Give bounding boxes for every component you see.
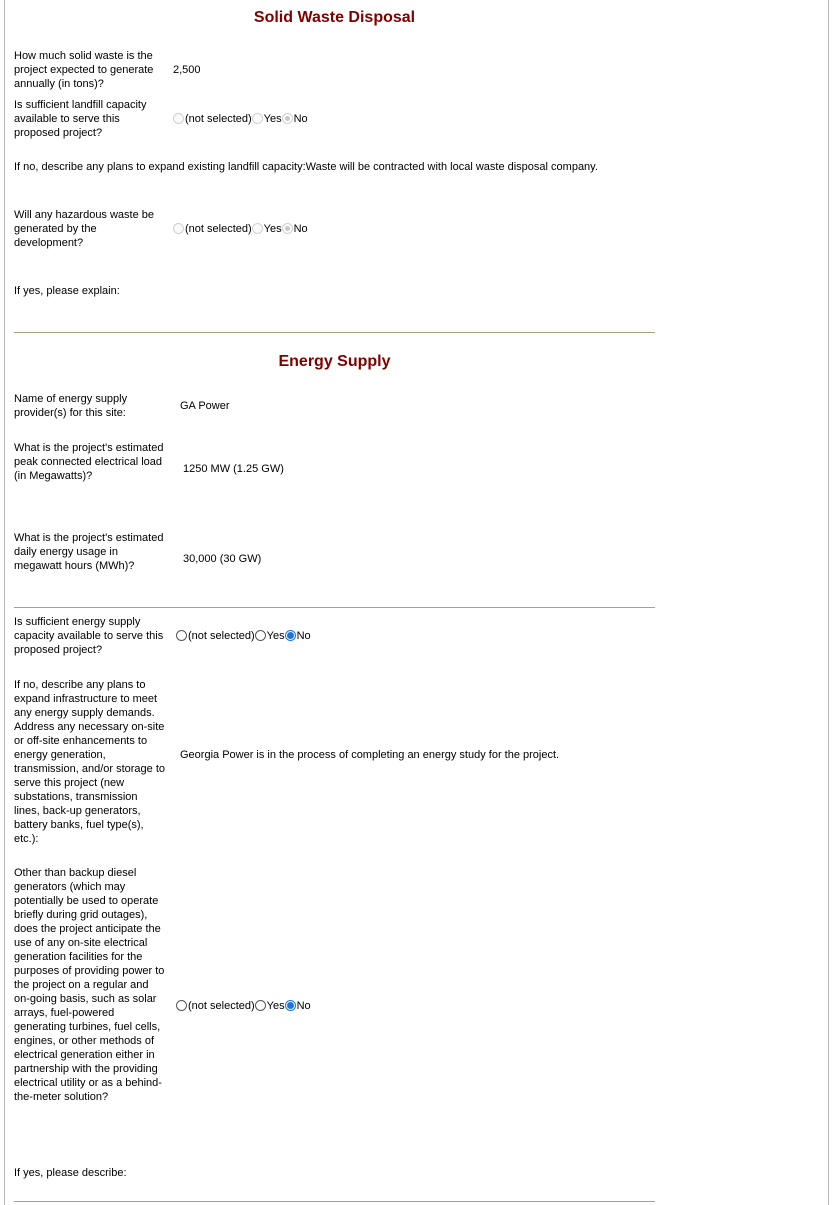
hazardous-waste-option-label: Yes	[263, 223, 282, 235]
section-divider	[14, 607, 655, 608]
landfill-capacity-label: Is sufficient landfill capacity available to serve this proposed project?	[14, 99, 147, 139]
peak-load-label: What is the project's estimated peak connected electrical load (in Megawatts)?	[14, 442, 164, 482]
landfill-capacity-option-label: Yes	[263, 113, 282, 125]
landfill-plans-value: Waste will be contracted with local waste disposal company.	[305, 161, 598, 173]
landfill-capacity-radio-not-selected[interactable]	[173, 113, 184, 124]
onsite-generation-option-label: Yes	[266, 1000, 285, 1012]
onsite-describe-label: If yes, please describe:	[14, 1167, 127, 1179]
energy-capacity-label: Is sufficient energy supply capacity available to serve this proposed project?	[14, 616, 164, 656]
infrastructure-plans-value: Georgia Power is in the process of completing an energy study for the project.	[180, 749, 560, 761]
hazardous-waste-option-label: No	[293, 223, 308, 235]
page-border-left	[4, 0, 5, 1205]
infrastructure-plans-label: If no, describe any plans to expand infrastructure to meet any energy supply demands. Address any necessary on-site or off-site enhancements to energy generation, transmission, and/or storage to serve this project (new substations, transmission lines, back-up generators, battery banks, fuel type(s), etc.):	[14, 679, 166, 845]
landfill-plans-label: If no, describe any plans to expand existing landfill capacity:	[14, 161, 306, 173]
hazardous-waste-radio-not-selected[interactable]	[173, 223, 184, 234]
daily-usage-value: 30,000 (30 GW)	[183, 553, 262, 565]
onsite-generation-option-label: No	[296, 1000, 311, 1012]
section-heading-solid-waste: Solid Waste Disposal	[253, 9, 416, 26]
section-divider	[14, 332, 655, 333]
energy-capacity-option-label: (not selected)	[188, 630, 255, 642]
onsite-generation-radio-no[interactable]	[285, 1000, 296, 1011]
energy-capacity-option-label: Yes	[266, 630, 285, 642]
onsite-generation-radio-not-selected[interactable]	[176, 1000, 187, 1011]
hazardous-waste-radio-yes[interactable]	[252, 223, 263, 234]
landfill-capacity-option-label: (not selected)	[185, 113, 252, 125]
hazardous-waste-option-label: (not selected)	[185, 223, 252, 235]
section-divider	[14, 1201, 655, 1202]
landfill-capacity-radio-group	[173, 112, 308, 126]
energy-capacity-radio-no[interactable]	[285, 630, 296, 641]
energy-provider-label: Name of energy supply provider(s) for this site:	[14, 393, 128, 419]
energy-capacity-option-label: No	[296, 630, 311, 642]
energy-capacity-radio-group	[176, 629, 311, 643]
hazardous-waste-label: Will any hazardous waste be generated by the development?	[14, 209, 155, 249]
energy-capacity-radio-yes[interactable]	[255, 630, 266, 641]
peak-load-value: 1250 MW (1.25 GW)	[183, 463, 284, 475]
onsite-generation-radio-yes[interactable]	[255, 1000, 266, 1011]
onsite-generation-option-label: (not selected)	[188, 1000, 255, 1012]
landfill-capacity-option-label: No	[293, 113, 308, 125]
landfill-plans-row	[14, 160, 598, 174]
energy-provider-value: GA Power	[180, 400, 230, 412]
daily-usage-label: What is the project's estimated daily energy usage in megawatt hours (MWh)?	[14, 532, 164, 572]
section-heading-energy-supply: Energy Supply	[278, 353, 391, 370]
onsite-generation-label: Other than backup diesel generators (which may potentially be used to operate briefly during grid outages), does the project anticipate the use of any on-site electrical generation facilities for the purposes of providing power to the project on a regular and on-going basis, such as solar arrays, fuel-powered generating turbines, fuel cells, engines, or other methods of electrical generation either in partnership with the providing electrical utility or as a behind-the-meter solution?	[14, 867, 165, 1103]
landfill-capacity-radio-no[interactable]	[282, 113, 293, 124]
hazardous-explain-label: If yes, please explain:	[14, 285, 120, 297]
annual-waste-value: 2,500	[173, 64, 201, 76]
page-border-right	[828, 0, 829, 1205]
landfill-capacity-radio-yes[interactable]	[252, 113, 263, 124]
onsite-generation-radio-group	[176, 999, 311, 1013]
hazardous-waste-radio-group	[173, 222, 308, 236]
energy-capacity-radio-not-selected[interactable]	[176, 630, 187, 641]
annual-waste-label: How much solid waste is the project expected to generate annually (in tons)?	[14, 50, 154, 90]
hazardous-waste-radio-no[interactable]	[282, 223, 293, 234]
